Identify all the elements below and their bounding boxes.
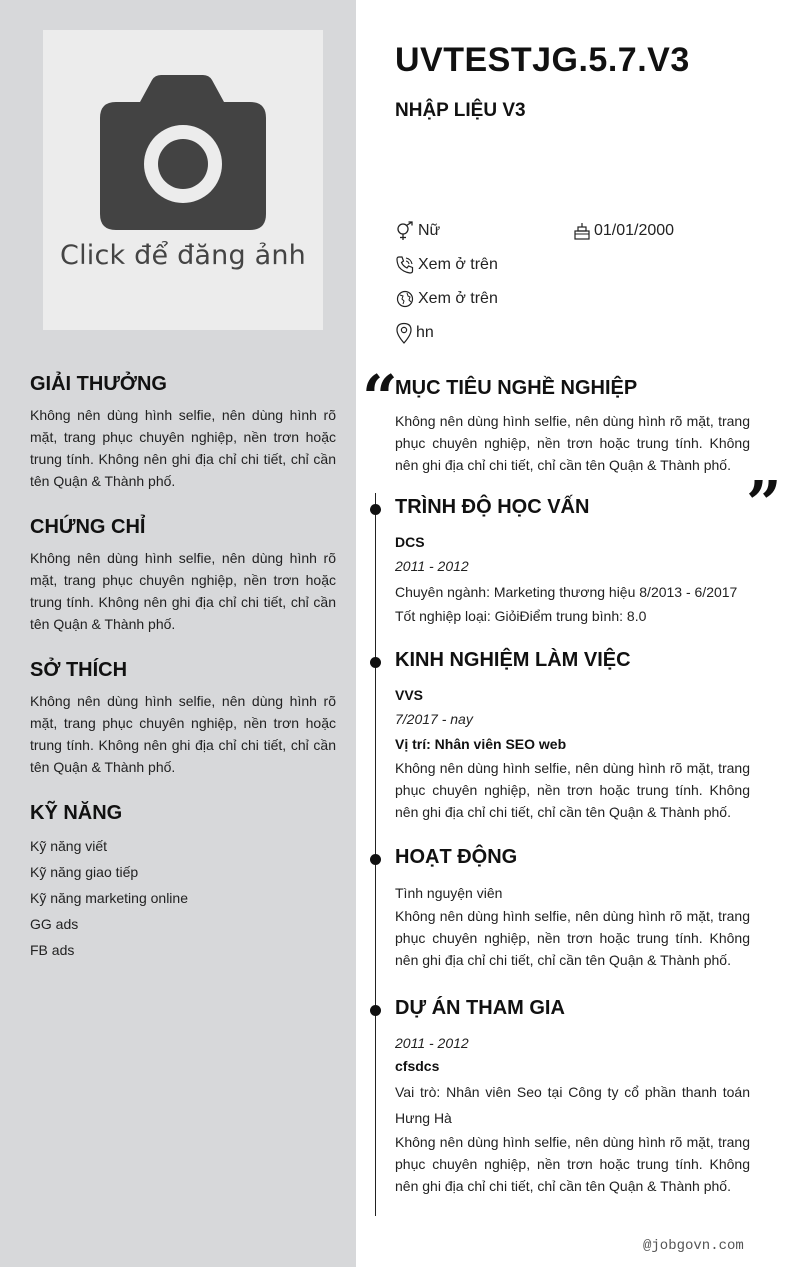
experience-company: VVS [395, 687, 424, 703]
education-period: 2011 - 2012 [395, 558, 469, 574]
phone-row [395, 253, 498, 277]
phone-value: Xem ở trên [418, 256, 498, 273]
phone-icon [395, 255, 415, 275]
activities-section [395, 846, 750, 971]
quote-close-icon: ” [746, 467, 782, 540]
location-pin-icon [395, 322, 413, 344]
skill-item: Kỹ năng giao tiếp [30, 864, 139, 880]
timeline-dot [370, 657, 381, 668]
awards-text: Không nên dùng hình selfie, nên dùng hình rõ mặt, trang phục chuyên nghiệp, nền trơn hoặc trung tính. Không nên ghi địa chỉ chi tiết, chỉ cần tên Quận & Thành phố. [30, 407, 336, 489]
left-sidebar [0, 0, 356, 1267]
projects-text: Không nên dùng hình selfie, nên dùng hình rõ mặt, trang phục chuyên nghiệp, nền trơn hoặc trung tính. Không nên ghi địa chỉ chi tiết, chỉ cần tên Quận & Thành phố. [395, 1134, 750, 1194]
education-school: DCS [395, 534, 425, 550]
experience-text: Không nên dùng hình selfie, nên dùng hình rõ mặt, trang phục chuyên nghiệp, nền trơn hoặc trung tính. Không nên ghi địa chỉ chi tiết, chỉ cần tên Quận & Thành phố. [395, 760, 750, 820]
skill-item: Kỹ năng viết [30, 838, 108, 854]
birthday-row [573, 219, 674, 243]
website-row [395, 287, 498, 311]
experience-period: 7/2017 - nay [395, 711, 473, 727]
certificates-section [30, 516, 336, 635]
projects-title: DỰ ÁN THAM GIA [395, 997, 565, 1019]
website-value: Xem ở trên [418, 290, 498, 307]
activities-title: HOẠT ĐỘNG [395, 846, 518, 868]
job-title: NHẬP LIỆU V3 [395, 100, 526, 121]
skill-item: Kỹ năng marketing online [30, 890, 188, 906]
camera-icon [100, 74, 266, 232]
birthday-cake-icon [573, 221, 591, 241]
hobbies-section [30, 659, 336, 778]
candidate-name: UVTESTJG.5.7.V3 [395, 41, 690, 79]
quote-open-icon: “ [362, 361, 398, 434]
experience-position: Vị trí: Nhân viên SEO web [395, 736, 567, 752]
globe-icon [395, 289, 415, 309]
birthday-value: 01/01/2000 [594, 222, 675, 239]
footer-brand: @jobgovn.com [643, 1238, 744, 1254]
experience-title: KINH NGHIỆM LÀM VIỆC [395, 649, 631, 671]
projects-period: 2011 - 2012 [395, 1035, 469, 1051]
objective-text: Không nên dùng hình selfie, nên dùng hình rõ mặt, trang phục chuyên nghiệp, nền trơn hoặc trung tính. Không nên ghi địa chỉ chi tiết, chỉ cần tên Quận & Thành phố. [395, 413, 750, 473]
timeline-dot [370, 504, 381, 515]
timeline-dot [370, 1005, 381, 1016]
skill-item: FB ads [30, 942, 75, 958]
skills-title: KỸ NĂNG [30, 802, 123, 824]
experience-section [395, 649, 750, 823]
hobbies-text: Không nên dùng hình selfie, nên dùng hình rõ mặt, trang phục chuyên nghiệp, nền trơn hoặc trung tính. Không nên ghi địa chỉ chi tiết, chỉ cần tên Quận & Thành phố. [30, 693, 336, 775]
education-major: Chuyên ngành: Marketing thương hiệu 8/2013 - 6/2017 [395, 584, 738, 600]
projects-role: Vai trò: Nhân viên Seo tại Công ty cổ phần thanh toán Hưng Hà [395, 1084, 750, 1126]
objective-title: MỤC TIÊU NGHỀ NGHIỆP [395, 377, 638, 399]
gender-icon [395, 221, 415, 241]
address-value: hn [416, 324, 434, 341]
certificates-title: CHỨNG CHỈ [30, 516, 146, 538]
activities-text: Không nên dùng hình selfie, nên dùng hình rõ mặt, trang phục chuyên nghiệp, nền trơn hoặc trung tính. Không nên ghi địa chỉ chi tiết, chỉ cần tên Quận & Thành phố. [395, 908, 750, 968]
projects-name: cfsdcs [395, 1058, 440, 1074]
gender-row [395, 219, 440, 243]
skill-item: GG ads [30, 916, 79, 932]
timeline-dot [370, 854, 381, 865]
objective-section [395, 377, 750, 476]
activities-role: Tình nguyện viên [395, 885, 503, 901]
gender-value: Nữ [418, 222, 441, 239]
certificates-text: Không nên dùng hình selfie, nên dùng hình rõ mặt, trang phục chuyên nghiệp, nền trơn hoặc trung tính. Không nên ghi địa chỉ chi tiết, chỉ cần tên Quận & Thành phố. [30, 550, 336, 632]
education-title: TRÌNH ĐỘ HỌC VẤN [395, 496, 590, 518]
photo-caption: Click để đăng ảnh [60, 240, 306, 271]
address-row [395, 321, 434, 345]
awards-section [30, 373, 336, 492]
projects-section [395, 997, 750, 1197]
hobbies-title: SỞ THÍCH [30, 659, 128, 681]
skills-list [30, 833, 336, 963]
photo-upload[interactable] [43, 30, 323, 330]
awards-title: GIẢI THƯỞNG [30, 373, 167, 395]
education-section [395, 496, 750, 628]
skills-section [30, 802, 336, 963]
education-grade: Tốt nghiệp loại: GiỏiĐiểm trung bình: 8.0 [395, 608, 647, 624]
